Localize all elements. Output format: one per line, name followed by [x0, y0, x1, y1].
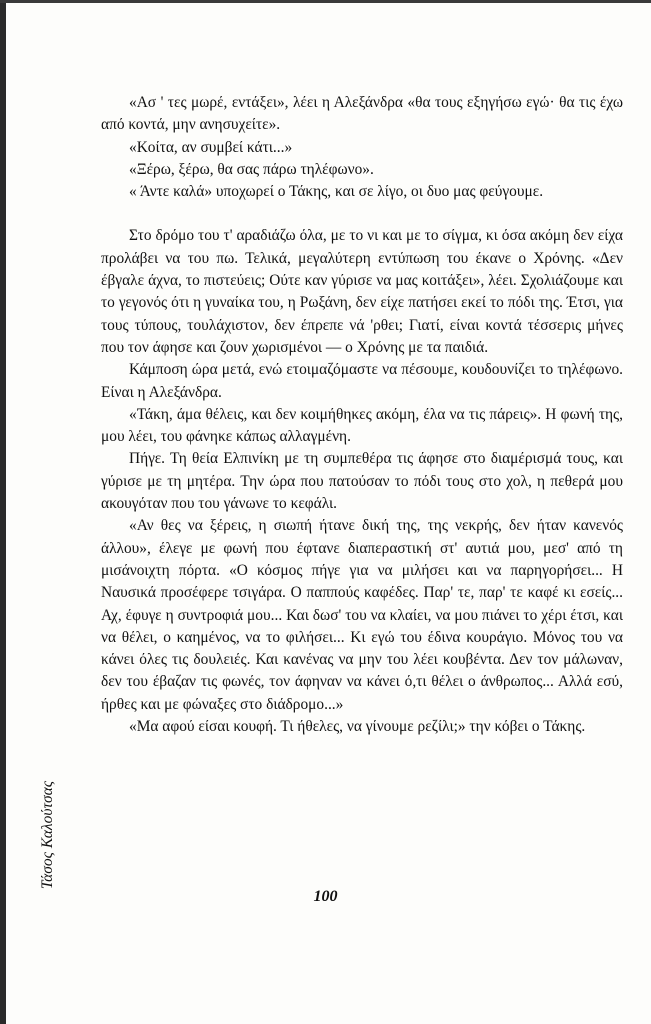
paragraph: «Τάκη, άμα θέλεις, και δεν κοιμήθηκες ακόμη, έλα να τις πάρεις». Η φωνή της, μου λέει, του φάνηκε κάπως αλλαγμένη. [101, 405, 623, 446]
scan-edge-left [0, 0, 6, 1024]
author-running-head: Τάσος Καλούτσας [39, 780, 56, 890]
paragraph: « Άντε καλά» υποχωρεί ο Τάκης, και σε λίγο, οι δυο μας φεύγουμε. [129, 183, 544, 201]
paragraph: Στο δρόμο του τ' αραδιάζω όλα, με το νι και με το σίγμα, κι όσα ακόμη δεν είχα προλάβει να του πω. Τελικά, μεγαλύτερη εντύπωση του έκανε ο Χρόνης. «Δεν έβγαλε άχνα, το πιστεύεις; Ούτε καν γύρισε να μας κοιτάξει», λέει. Σχολιάζουμε και το γεγονός ότι η γυναίκα του, η Ρωξάνη, δεν είχε πατήσει εκεί το πόδι της. Έτσι, για τους τύπους, τουλάχιστον, δεν έπρεπε νά 'ρθει; Γιατί, είναι κοντά τέσσερις μήνες που τον άφησε και ζουν χωρισμένοι — ο Χρόνης με τα παιδιά. [101, 227, 623, 356]
page-number: 100 [313, 888, 338, 905]
paragraph: «Αν θες να ξέρεις, η σιωπή ήτανε δική της, της νεκρής, δεν ήταν κανενός άλλου», έλεγε με φωνή που έφτανε διαπεραστική στ' αυτιά μου, μεσ' από τη μισάνοιχτη πόρτα. «Ο κόσμος πήγε για να μιλήσει και να παρηγορήσει... Η Ναυσικά προσέφερε τσιγάρα. Ο παππούς καφέδες. Παρ' τε, παρ' τε καφέ κι εσείς... Αχ, έφυγε η συντροφιά μου... Και δωσ' του να κλαίει, να μου πιάνει το χέρι έτσι, και να θέλει, ο καημένος, να το φιλήσει... Κι εγώ του έδινα κουράγιο. Μόνος του να κάνει όλες τις δουλειές. Και κανένας να μην του λέει κουβέντα. Δεν τον μάλωναν, δεν του έβαζαν τις φωνές, τον άφηναν να κάνει ό,τι θέλει ο άνθρωπος... Αλλά εσύ, ήρθες και με φώναξες στο διάδρομο...» [101, 517, 623, 713]
paragraph: «Ξέρω, ξέρω, θα σας πάρω τηλέφωνο». [129, 160, 374, 178]
paragraph: Κάμποση ώρα μετά, ενώ ετοιμαζόμαστε να πέσουμε, κουδουνίζει το τηλέφωνο. Είναι η Αλεξάνδρα. [101, 361, 623, 401]
scan-edge-top [0, 0, 651, 3]
paragraph: «Μα αφού είσαι κουφή. Τι ήθελες, να γίνουμε ρεζίλι;» την κόβει ο Τάκης. [129, 718, 586, 736]
paragraph: «Ασ ' τες μωρέ, εντάξει», λέει η Αλεξάνδρα «θα τους εξηγήσω εγώ· θα τις έχω από κοντά, μην ανησυχείτε». [101, 94, 623, 134]
paragraph: Πήγε. Τη θεία Ελπινίκη με τη συμπεθέρα τις άφησε στο διαμέρισμά τους, και γύρισε με τη μητέρα. Την ώρα που πατούσαν το πόδι τους στο χολ, η πεθερά μου ακουγόταν που του γάνωνε το κεφάλι. [101, 450, 623, 513]
paragraph: «Κοίτα, αν συμβεί κάτι...» [129, 138, 293, 156]
body-text [101, 92, 623, 738]
